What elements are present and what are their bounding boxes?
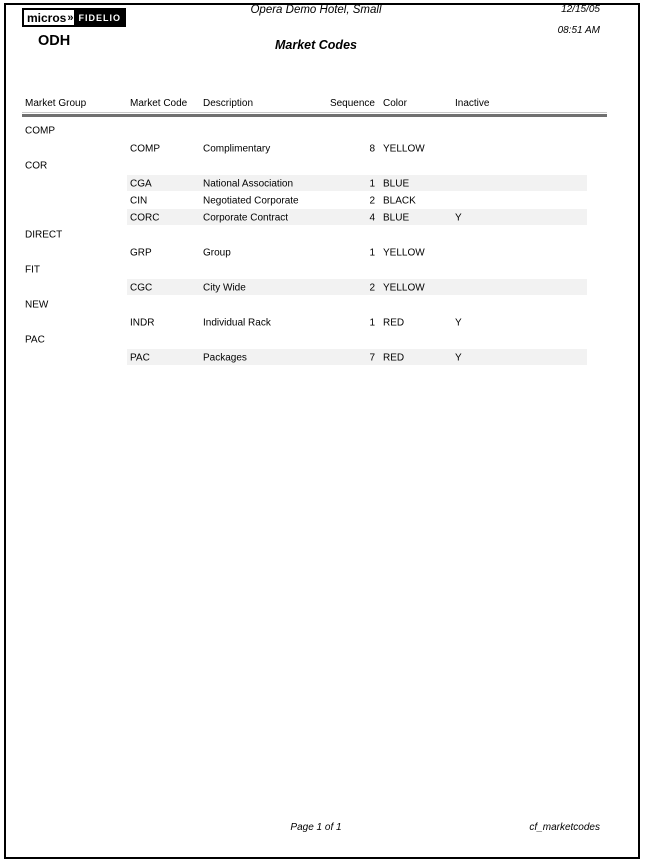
table-row (25, 349, 607, 366)
description-cell: Individual Rack (203, 317, 271, 328)
description-cell: Negotiated Corporate (203, 195, 299, 206)
market-group-row (25, 122, 607, 140)
market-code-cell: GRP (130, 247, 152, 258)
market-group-label: COMP (25, 125, 55, 137)
description-cell: Group (203, 247, 231, 258)
description-cell: City Wide (203, 282, 246, 293)
market-code-cell: CIN (130, 195, 148, 206)
column-header-description: Description (203, 98, 254, 109)
report-date: 12/15/05 (561, 4, 600, 15)
market-group-label: PAC (25, 334, 45, 346)
report-time: 08:51 AM (557, 25, 600, 36)
sequence-cell: 7 (369, 352, 375, 363)
column-header-sequence: Sequence (329, 98, 375, 109)
inactive-cell: Y (455, 352, 462, 363)
sequence-cell: 8 (369, 143, 375, 154)
property-code: ODH (38, 33, 71, 49)
table-row (25, 209, 607, 226)
color-cell: BLACK (383, 195, 416, 206)
market-group-label: DIRECT (25, 229, 63, 241)
logo-arrow-icon: » (66, 8, 74, 27)
market-code-cell: CGA (130, 178, 152, 189)
market-group-row (25, 261, 607, 279)
market-group-label: COR (25, 160, 48, 172)
color-cell: YELLOW (383, 247, 425, 258)
table-header-row (25, 98, 607, 111)
market-group-row (25, 331, 607, 349)
color-cell: BLUE (383, 178, 410, 189)
sequence-cell: 1 (369, 247, 375, 258)
header-rule-dark-line (22, 114, 607, 117)
table-rows (25, 122, 607, 366)
hotel-name: Opera Demo Hotel, Small (250, 4, 382, 16)
market-group-label: FIT (25, 264, 40, 276)
description-cell: Corporate Contract (203, 212, 289, 223)
market-group-label: NEW (25, 299, 49, 311)
description-cell: Complimentary (203, 143, 271, 154)
page-title: Market Codes (275, 38, 357, 52)
inactive-cell: Y (455, 212, 462, 223)
sequence-cell: 2 (369, 195, 375, 206)
table-row (25, 279, 607, 296)
column-header-market-code: Market Code (130, 98, 188, 109)
logo-fidelio-text: FIDELIO (74, 8, 126, 27)
table-row (25, 192, 607, 209)
color-cell: RED (383, 317, 405, 328)
column-header-color: Color (383, 98, 407, 109)
table-row (25, 314, 607, 331)
market-code-cell: COMP (130, 143, 160, 154)
market-group-row (25, 226, 607, 244)
logo-micros-text: micros (22, 8, 66, 27)
table-row (25, 244, 607, 261)
sequence-cell: 2 (369, 282, 375, 293)
market-code-cell: CGC (130, 282, 153, 293)
header-rule (22, 112, 607, 117)
description-cell: National Association (203, 178, 294, 189)
sequence-cell: 1 (369, 317, 375, 328)
market-group-row (25, 157, 607, 175)
color-cell: BLUE (383, 212, 410, 223)
sequence-cell: 4 (369, 212, 375, 223)
table-row (25, 140, 607, 157)
description-cell: Packages (203, 352, 247, 363)
market-code-cell: PAC (130, 352, 150, 363)
sequence-cell: 1 (369, 178, 375, 189)
table-row (25, 175, 607, 192)
market-code-cell: INDR (130, 317, 155, 328)
column-header-inactive: Inactive (455, 98, 490, 109)
report-id: cf_marketcodes (529, 822, 600, 833)
color-cell: RED (383, 352, 405, 363)
market-group-row (25, 296, 607, 314)
page-number: Page 1 of 1 (290, 822, 342, 833)
header-rule-light-line (22, 112, 607, 113)
color-cell: YELLOW (383, 143, 425, 154)
column-header-market-group: Market Group (25, 98, 87, 109)
inactive-cell: Y (455, 317, 462, 328)
color-cell: YELLOW (383, 282, 425, 293)
market-code-cell: CORC (130, 212, 160, 223)
